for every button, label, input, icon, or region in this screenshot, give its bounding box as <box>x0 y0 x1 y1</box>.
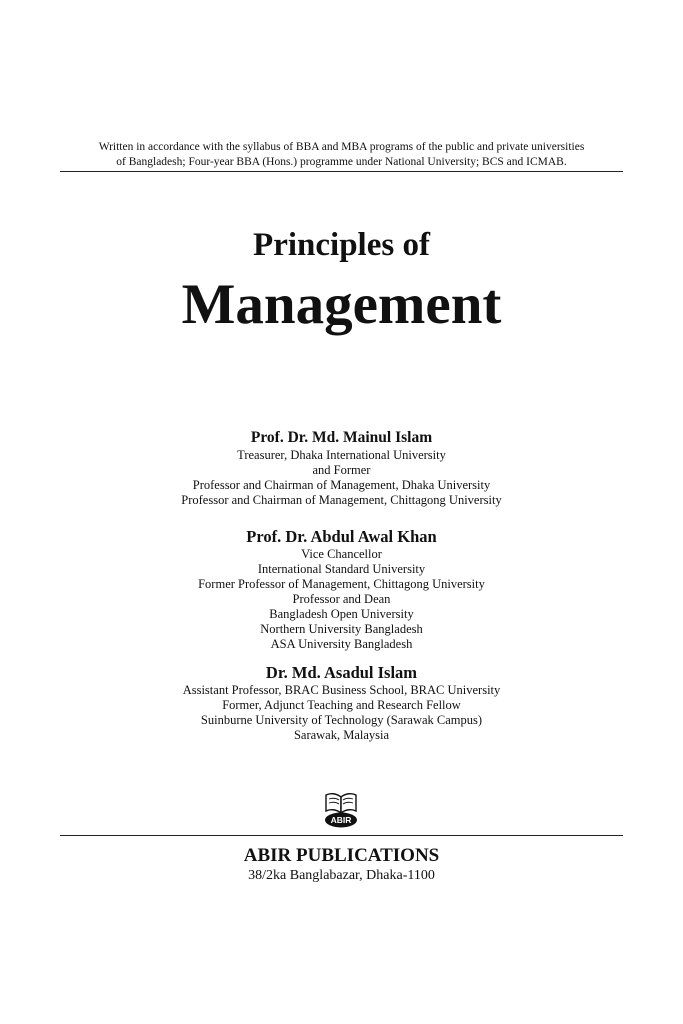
top-divider <box>60 171 623 172</box>
book-title-line-1: Principles of <box>253 227 430 263</box>
publisher-address: 38/2ka Banglabazar, Dhaka-1100 <box>248 868 435 883</box>
author-affiliation: Professor and Chairman of Management, Dhaka University <box>192 478 491 492</box>
author-affiliation: Professor and Dean <box>292 592 391 606</box>
author-affiliation: ASA University Bangladesh <box>270 637 413 651</box>
author-affiliation: International Standard University <box>257 562 426 576</box>
author-affiliation: Treasurer, Dhaka International University <box>237 448 446 462</box>
author-affiliation: Assistant Professor, BRAC Business School, BRAC University <box>182 683 501 697</box>
open-book-logo-icon <box>322 789 360 829</box>
author-affiliation: Former, Adjunct Teaching and Research Fellow <box>222 698 461 712</box>
logo-text: ABIR <box>330 815 352 826</box>
author-affiliation: Sarawak, Malaysia <box>293 728 390 742</box>
author-block-3 <box>0 663 683 743</box>
author-name: Prof. Dr. Abdul Awal Khan <box>246 527 437 546</box>
author-name: Dr. Md. Asadul Islam <box>265 663 418 682</box>
syllabus-note <box>60 140 623 170</box>
book-title-line-2: Management <box>181 273 502 336</box>
syllabus-line-2: of Bangladesh; Four-year BBA (Hons.) programme under National University; BCS and ICMAB. <box>116 156 567 168</box>
author-affiliation: Suinburne University of Technology (Sarawak Campus) <box>200 713 483 727</box>
author-block-1 <box>0 428 683 508</box>
bottom-divider <box>60 835 623 836</box>
author-name: Prof. Dr. Md. Mainul Islam <box>250 429 433 446</box>
author-affiliation: Bangladesh Open University <box>269 607 414 621</box>
author-affiliation: Vice Chancellor <box>301 547 382 561</box>
author-affiliation: and Former <box>312 463 371 477</box>
author-affiliation: Professor and Chairman of Management, Chittagong University <box>181 493 502 507</box>
author-affiliation: Northern University Bangladesh <box>260 622 423 636</box>
author-affiliation: Former Professor of Management, Chittagong University <box>198 577 485 591</box>
publisher-name: ABIR PUBLICATIONS <box>243 845 440 866</box>
author-block-2 <box>0 527 683 652</box>
syllabus-line-1: Written in accordance with the syllabus of BBA and MBA programs of the public and private universities <box>98 141 585 153</box>
